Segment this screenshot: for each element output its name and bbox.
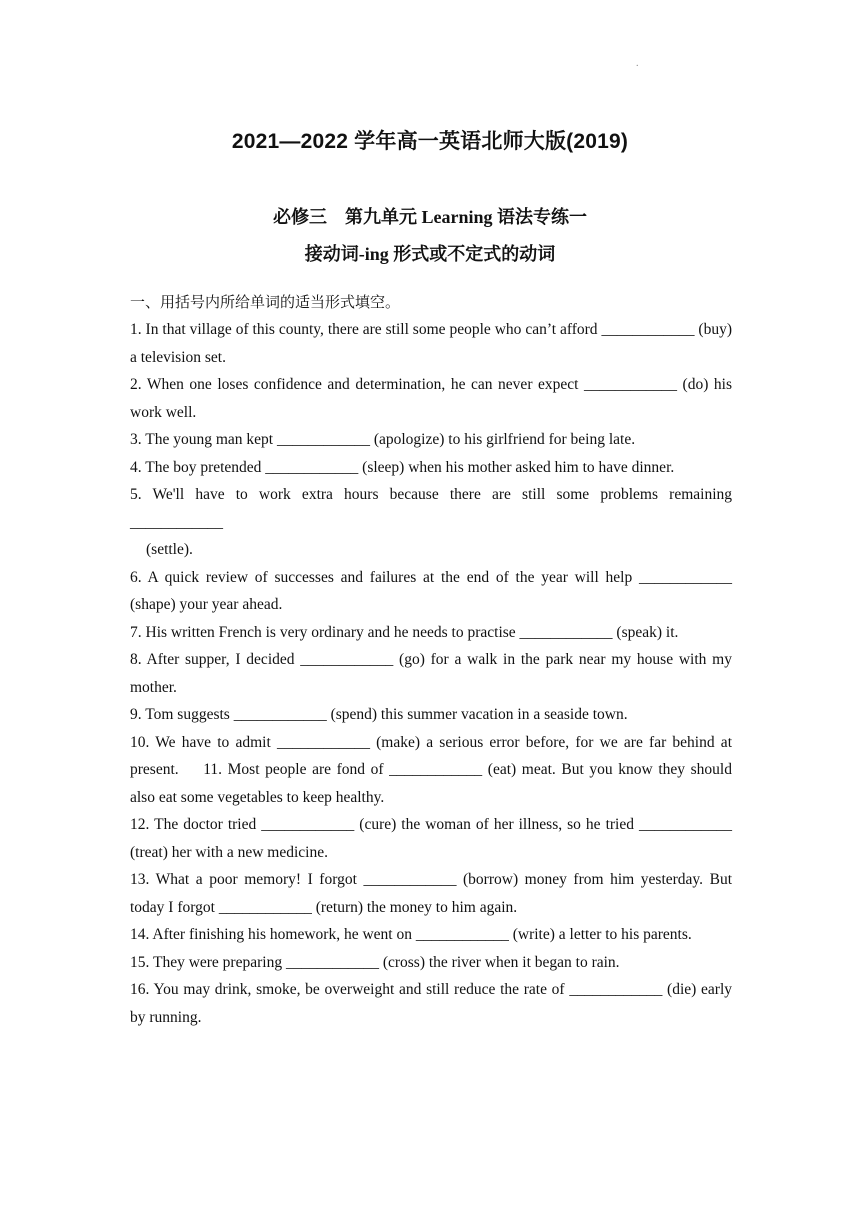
- question-4: 4. The boy pretended ____________ (sleep) when his mother asked him to have dinner.: [130, 458, 675, 476]
- question-10-11: 10. We have to admit ____________ (make) a serious error before, for we are far behind at present. 11. Most people are fond of ____________ (eat) meat. But you know they should also eat some vegetables to keep healthy.: [130, 733, 732, 806]
- question-6: 6. A quick review of successes and failures at the end of the year will help ____________ (shape) your year ahead.: [130, 568, 732, 613]
- question-1: 1. In that village of this county, there are still some people who can’t afford ____________ (buy) a television set.: [130, 321, 732, 366]
- question-15: 15. They were preparing ____________ (cross) the river when it began to rain.: [130, 953, 620, 971]
- unit-subtitle: 必修三 第九单元 Learning 语法专练一: [272, 207, 587, 227]
- question-7: 7. His written French is very ordinary and he needs to practise ____________ (speak) it.: [130, 623, 679, 641]
- question-12: 12. The doctor tried ____________ (cure) the woman of her illness, so he tried ____________ (treat) her with a new medicine.: [130, 816, 732, 861]
- question-13: 13. What a poor memory! I forgot ____________ (borrow) money from him yesterday. But today I forgot ____________ (return) the money to him again.: [130, 871, 732, 916]
- section-heading: 一、用括号内所给单词的适当形式填空。: [130, 295, 401, 311]
- question-9: 9. Tom suggests ____________ (spend) this summer vacation in a seaside town.: [130, 706, 628, 723]
- question-8: 8. After supper, I decided ____________ (go) for a walk in the park near my house with my mother.: [130, 651, 748, 696]
- question-list: [130, 316, 748, 1031]
- corner-mark: .: [636, 58, 639, 69]
- question-3: 3. The young man kept ____________ (apologize) to his girlfriend for being late.: [130, 431, 636, 448]
- question-16: 16. You may drink, smoke, be overweight and still reduce the rate of ____________ (die) early by running.: [130, 981, 732, 1026]
- question-14: 14. After finishing his homework, he went on ____________ (write) a letter to his parents.: [130, 926, 692, 943]
- page-title: 2021—2022 学年高一英语北师大版(2019): [231, 130, 629, 153]
- question-5: 5. We'll have to work extra hours because there are still some problems remaining ____________: [130, 486, 732, 531]
- question-2: 2. When one loses confidence and determination, he can never expect ____________ (do) his work well.: [130, 376, 732, 421]
- question-5-continuation: (settle).: [146, 541, 193, 558]
- topic-subtitle: 接动词-ing 形式或不定式的动词: [304, 244, 556, 264]
